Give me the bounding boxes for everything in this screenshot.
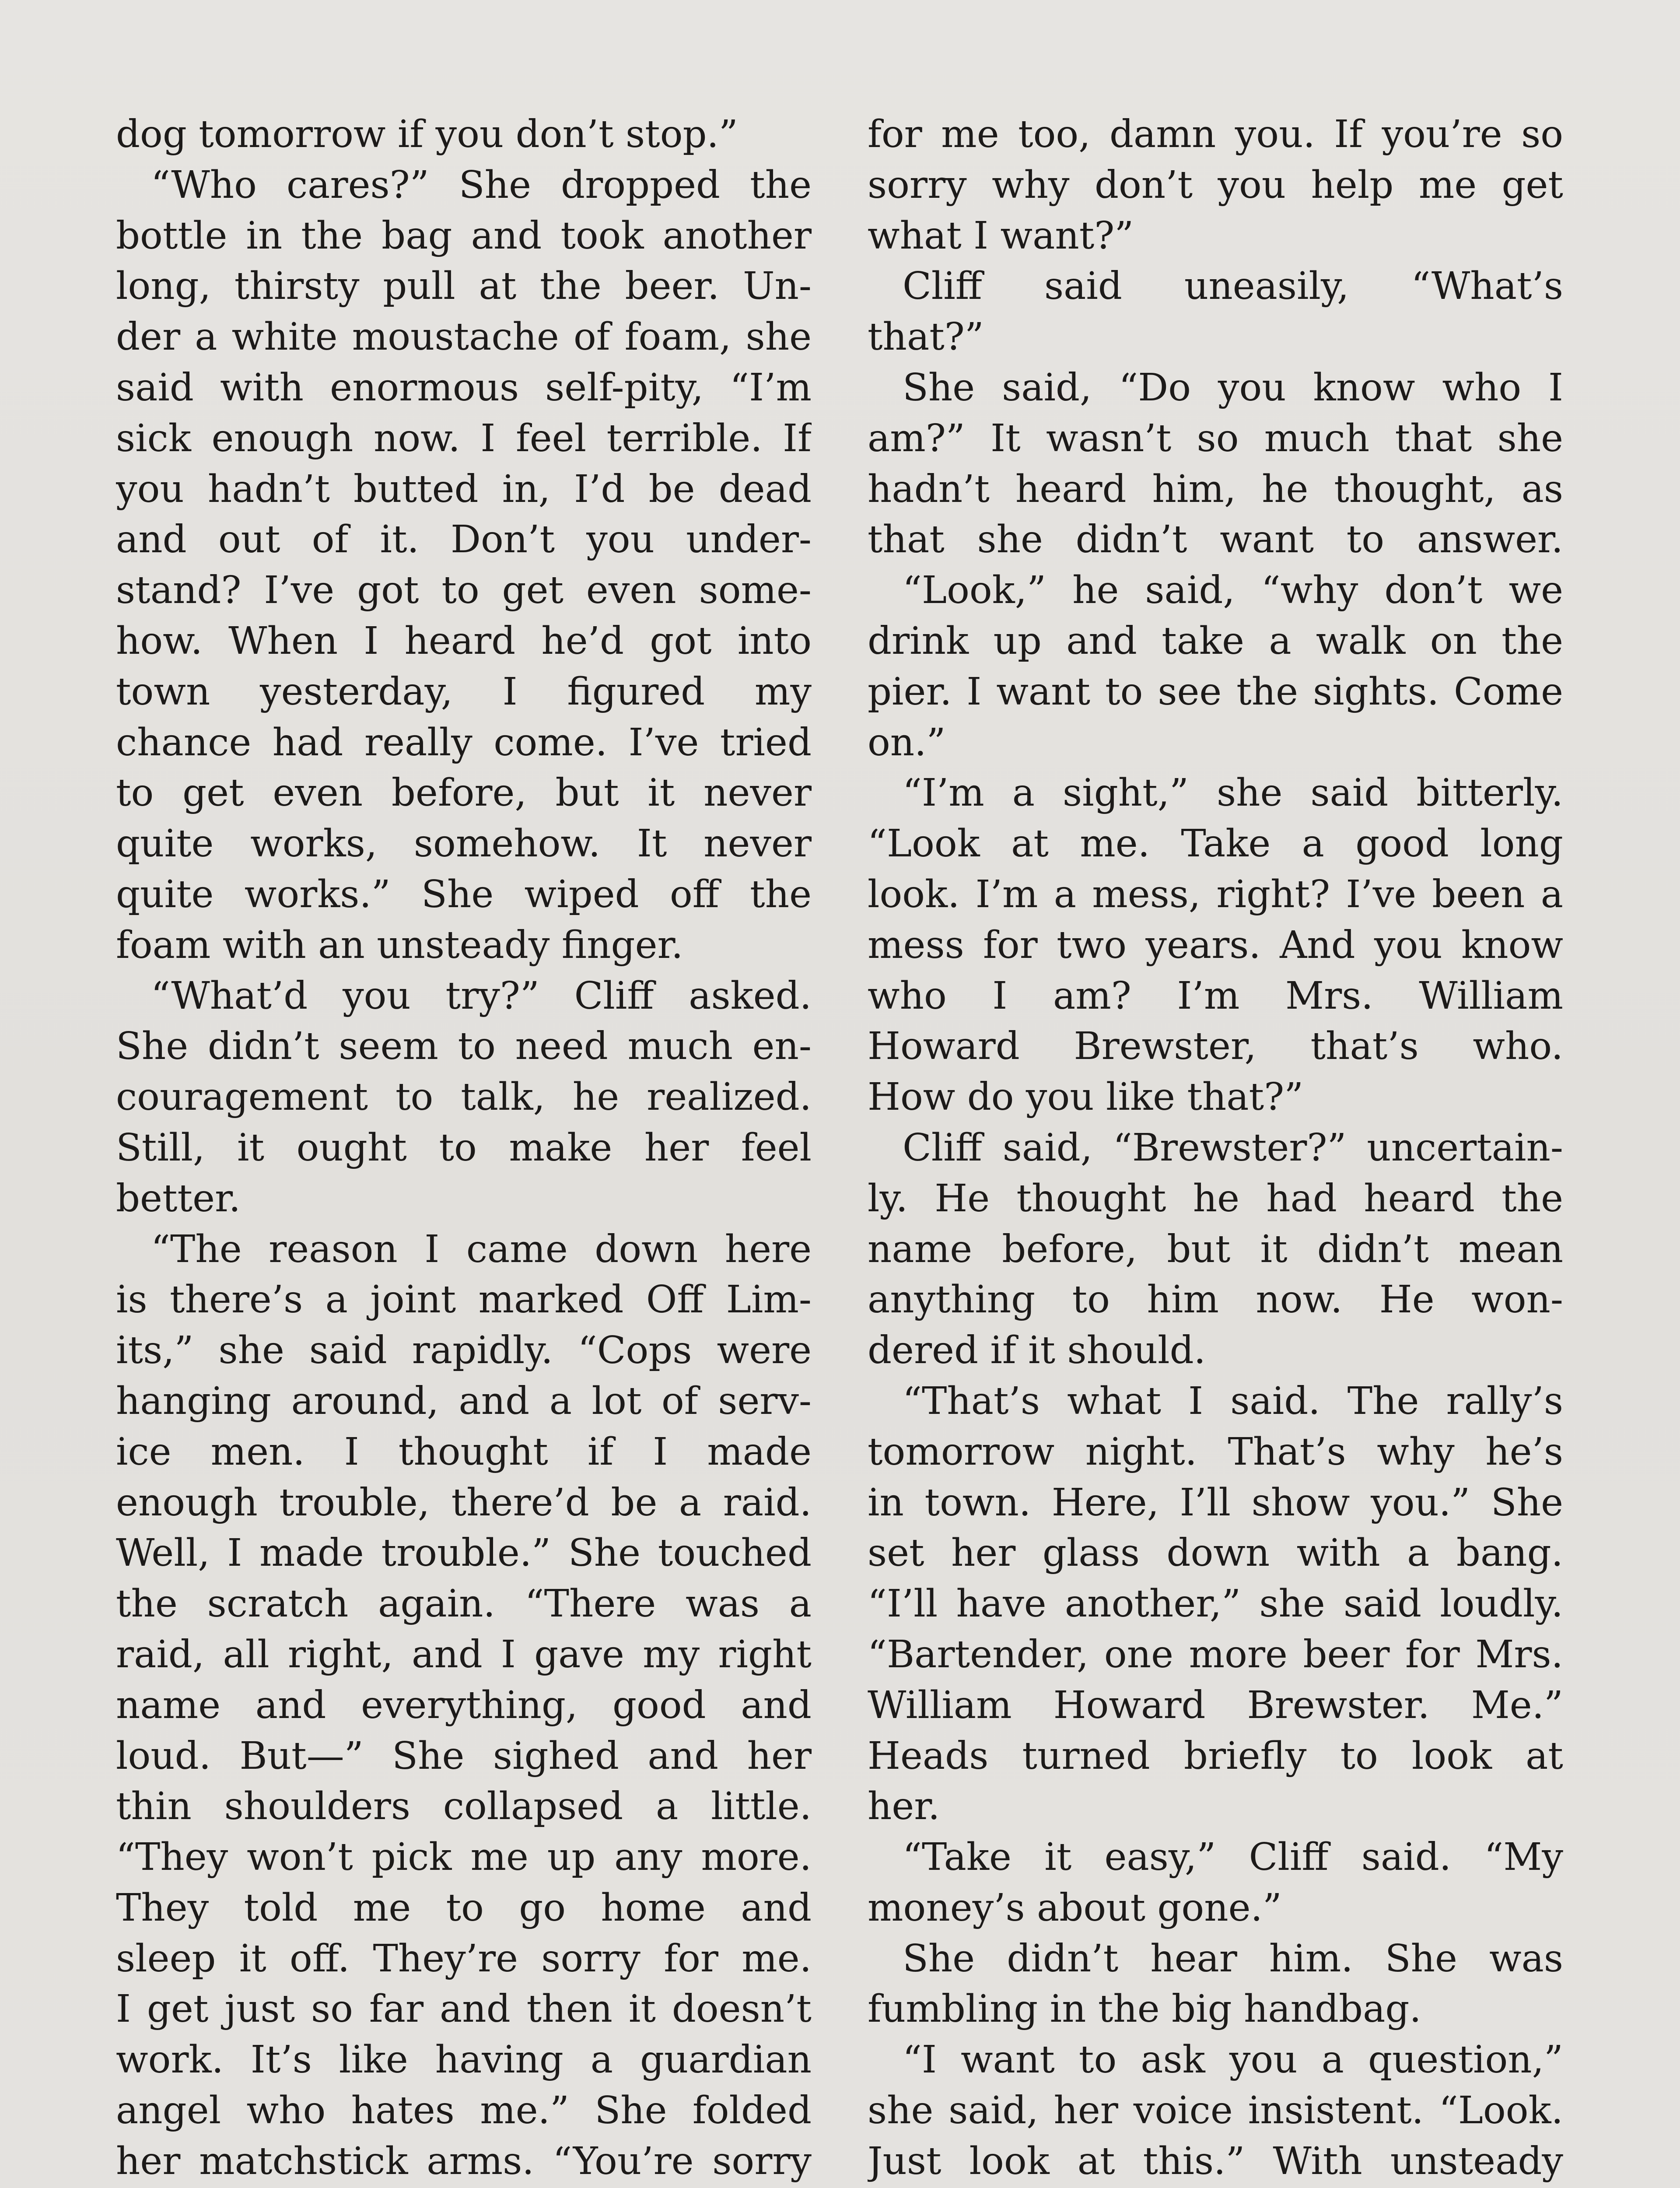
text-line: couragement to talk, he realized. <box>116 1075 812 1119</box>
text-column-right <box>868 109 1563 2187</box>
text-line: quite works.” She wiped off the <box>116 872 812 916</box>
text-line: “Look,” he said, “why don’t we <box>903 568 1563 613</box>
text-line: hadn’t heard him, he thought, as <box>868 467 1563 511</box>
text-line: loud. But—” She sighed and her <box>116 1734 812 1778</box>
text-line: her matchstick arms. “You’re sorry <box>116 2139 812 2183</box>
text-line: Just look at this.” With unsteady <box>868 2139 1563 2183</box>
text-line: said with enormous self-pity, “I’m <box>116 365 812 410</box>
text-line: dered if it should. <box>868 1329 1206 1373</box>
text-line: She said, “Do you know who I <box>903 365 1563 410</box>
text-line: chance had really come. I’ve tried <box>116 720 812 764</box>
text-line: sick enough now. I feel terrible. If <box>116 416 812 460</box>
text-line: “They won’t pick me up any more. <box>116 1835 812 1879</box>
text-line: Still, it ought to make her feel <box>116 1126 812 1170</box>
text-line: bottle in the bag and took another <box>116 214 812 258</box>
text-line: ly. He thought he had heard the <box>868 1176 1563 1220</box>
text-line: stand? I’ve got to get even some- <box>116 568 812 613</box>
text-line: name before, but it didn’t mean <box>868 1227 1563 1271</box>
text-line: Cliff said, “Brewster?” uncertain- <box>903 1126 1563 1170</box>
text-line: Heads turned briefly to look at <box>868 1734 1563 1778</box>
text-line: name and everything, good and <box>116 1683 812 1727</box>
text-line: its,” she said rapidly. “Cops were <box>116 1329 812 1373</box>
text-line: She didn’t hear him. She was <box>903 1936 1563 1981</box>
text-line: long, thirsty pull at the beer. Un- <box>116 264 812 309</box>
text-line: “Who cares?” She dropped the <box>151 163 812 207</box>
text-line: in town. Here, I’ll show you.” She <box>868 1480 1563 1525</box>
text-line: How do you like that?” <box>868 1075 1304 1119</box>
text-line: angel who hates me.” She folded <box>116 2089 812 2133</box>
text-line: thin shoulders collapsed a little. <box>116 1785 812 1829</box>
text-line: mess for two years. And you know <box>868 923 1563 967</box>
text-column-left <box>116 109 812 2187</box>
text-line: William Howard Brewster. Me.” <box>868 1683 1563 1727</box>
text-line: “That’s what I said. The rally’s <box>903 1379 1563 1423</box>
text-line: work. It’s like having a guardian <box>116 2038 812 2082</box>
text-line: how. When I heard he’d got into <box>116 619 812 663</box>
text-line: town yesterday, I figured my <box>116 670 812 714</box>
text-line: “I’ll have another,” she said loudly. <box>868 1582 1563 1626</box>
text-line: look. I’m a mess, right? I’ve been a <box>868 872 1563 916</box>
text-line: you hadn’t butted in, I’d be dead <box>116 467 812 511</box>
text-line: enough trouble, there’d be a raid. <box>116 1480 812 1525</box>
text-line: dog tomorrow if you don’t stop.” <box>116 112 738 156</box>
text-line: and out of it. Don’t you under- <box>116 518 812 562</box>
text-line: for me too, damn you. If you’re so <box>868 112 1563 156</box>
text-line: set her glass down with a bang. <box>868 1531 1563 1575</box>
text-line: She didn’t seem to need much en- <box>116 1024 812 1069</box>
text-line: what I want?” <box>868 214 1134 258</box>
text-line: on.” <box>868 720 946 764</box>
text-line: fumbling in the big handbag. <box>868 1987 1421 2031</box>
text-line: anything to him now. He won- <box>868 1278 1563 1322</box>
text-line: They told me to go home and <box>116 1886 812 1930</box>
text-line: der a white moustache of foam, she <box>116 315 812 359</box>
text-line: that?” <box>868 315 984 359</box>
text-line: am?” It wasn’t so much that she <box>868 416 1563 460</box>
text-line: tomorrow night. That’s why he’s <box>868 1430 1563 1474</box>
text-line: “The reason I came down here <box>151 1227 812 1271</box>
text-line: her. <box>868 1785 940 1829</box>
text-line: she said, her voice insistent. “Look. <box>868 2089 1563 2133</box>
text-line: better. <box>116 1176 241 1220</box>
text-line: “Take it easy,” Cliff said. “My <box>903 1835 1563 1879</box>
text-line: money’s about gone.” <box>868 1886 1282 1930</box>
text-line: the scratch again. “There was a <box>116 1582 812 1626</box>
text-line: pier. I want to see the sights. Come <box>868 670 1563 714</box>
text-line: is there’s a joint marked Off Lim- <box>116 1278 812 1322</box>
text-line: to get even before, but it never <box>116 771 812 815</box>
text-line: “I’m a sight,” she said bitterly. <box>903 771 1563 815</box>
text-line: “What’d you try?” Cliff asked. <box>151 974 812 1018</box>
text-line: that she didn’t want to answer. <box>868 518 1563 562</box>
text-line: “Look at me. Take a good long <box>868 822 1563 866</box>
text-line: foam with an unsteady finger. <box>116 923 683 967</box>
text-line: ice men. I thought if I made <box>116 1430 812 1474</box>
text-line: Cliff said uneasily, “What’s <box>903 264 1563 309</box>
text-line: hanging around, and a lot of serv- <box>116 1379 812 1423</box>
text-line: drink up and take a walk on the <box>868 619 1563 663</box>
text-line: quite works, somehow. It never <box>116 822 812 866</box>
text-line: sorry why don’t you help me get <box>868 163 1563 207</box>
text-line: who I am? I’m Mrs. William <box>868 974 1563 1018</box>
text-line: Well, I made trouble.” She touched <box>116 1531 812 1575</box>
text-line: raid, all right, and I gave my right <box>116 1632 812 1676</box>
text-line: I get just so far and then it doesn’t <box>116 1987 812 2031</box>
text-line: “Bartender, one more beer for Mrs. <box>868 1632 1563 1676</box>
text-line: “I want to ask you a question,” <box>903 2038 1563 2082</box>
text-line: Howard Brewster, that’s who. <box>868 1024 1563 1069</box>
text-line: sleep it off. They’re sorry for me. <box>116 1936 812 1981</box>
